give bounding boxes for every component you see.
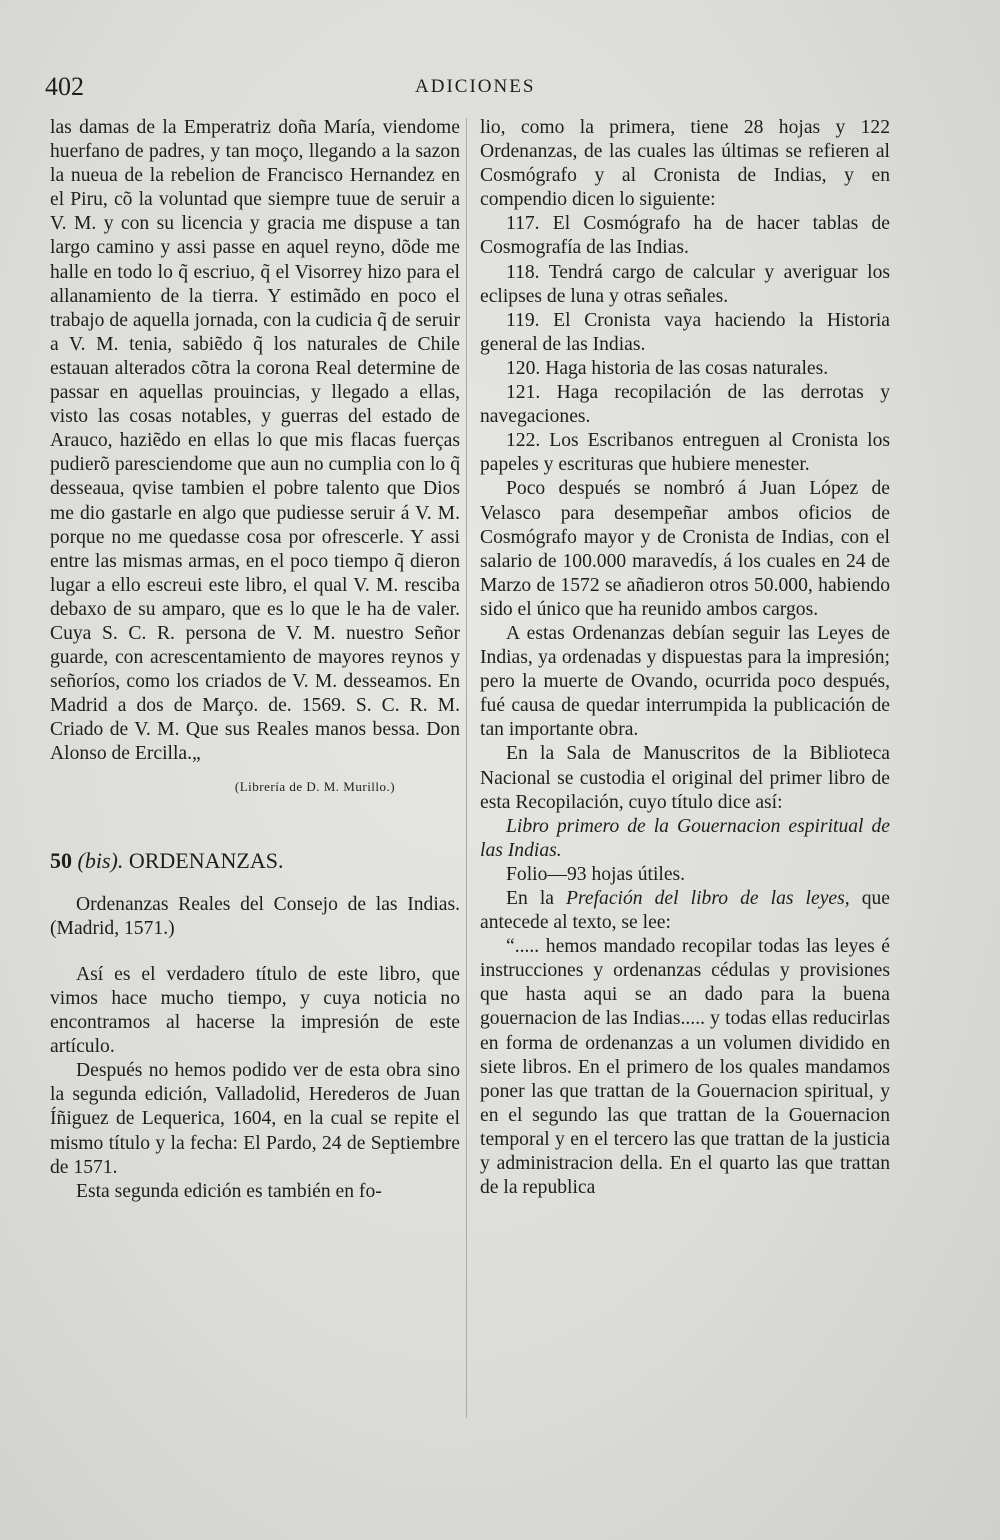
paragraph: Después no hemos podido ver de esta obra sino la segunda edición, Valladolid, Herederos de Juan Íñiguez de Lequerica, 1604, en la cual se repite el mismo título y la fecha: El Pardo, 24 de Septiembre de 1571. [50, 1060, 460, 1178]
page-number: 402 [45, 72, 84, 101]
preface-title: Prefación del libro de las leyes, [566, 888, 850, 909]
paragraph: A estas Ordenanzas debían seguir las Leyes de Indias, ya ordenadas y dispuestas para la impresión; pero la muerte de Ovando, ocurrida poco después, fué causa de quedar interrumpida la publicación de tan importante obra. [480, 622, 890, 741]
paragraph: Así es el verdadero título de este libro, que vimos hace mucho tiempo, y cuya noticia no encontramos al hacerse la impresión de este artículo. [50, 963, 460, 1058]
paragraph: Esta segunda edición es también en fo- [76, 1180, 382, 1202]
paragraph: Folio—93 hojas útiles. [506, 863, 686, 885]
manuscript-title: Libro primero de la Gouernacion espiritual de las Indias. [480, 815, 890, 861]
page-header [45, 72, 945, 108]
running-head: ADICIONES [415, 76, 536, 97]
paragraph: Poco después se nombró á Juan López de Velasco para desempeñar ambos oficios de Cosmógrafo mayor y de Cronista de Indias, con el salario de 100.000 maravedís, á los cuales en 24 de Marzo de 1572 se añadieron otros 50.000, habiendo sido el único que ha reunido ambos cargos. [480, 478, 890, 620]
ordinance-item: 117. El Cosmógrafo ha de hacer tablas de Cosmografía de las Indias. [480, 213, 890, 259]
paragraph: lio, como la primera, tiene 28 hojas y 122 Ordenanzas, de las cuales las últimas se refieren al Cosmógrafo y al Cronista de Indias, y en compendio dicen lo siguiente: [480, 117, 890, 211]
right-column [480, 116, 890, 1416]
left-column [50, 116, 460, 1416]
column-divider [466, 118, 467, 1418]
paragraph: En la Sala de Manuscritos de la Biblioteca Nacional se custodia el original del primer libro de esta Recopilación, cuyo título dice así: [480, 743, 890, 813]
text-run: En la [506, 888, 554, 909]
ordinance-item: 122. Los Escribanos entreguen al Cronista los papeles y escrituras que hubiere menester. [480, 430, 890, 476]
section-number: 50 [50, 847, 72, 873]
ordinance-item: 119. El Cronista vaya haciendo la Historia general de las Indias. [480, 309, 890, 355]
letter-continuation: las damas de la Emperatriz doña María, viendome huerfano de padres, y tan moço, llegando a la sazon la nueua de la rebelion de Francisco Hernandez en el Piru, cõ la voluntad que siempre tuue de seruir a V. M. y con su licencia y gracia me dispuse a tan largo camino y assi passe en aquel reyno, dõde me halle en todo lo q̃ escriuo, q̃ el Visorrey hizo para el allanamiento de la tierra. Y estimãdo en poco el trabajo de aquella jornada, con la cudicia q̃ de seruir a V. M. tenia, sabiẽdo q̃ los naturales de Chile estauan alterados cõtra la corona Real determine de passar en aquellas prouincias, y llegado a ellas, visto las cosas notables, y guerras del estado de Arauco, haziẽdo en ellas lo que mis flacas fuerças pudierõ paresciendome que aun no cumplia con lo q̃ desseaua, qvise tambien el pobre talento que Dios me dio gastarle en algo que pudiesse seruir á V. M. porque no me quedasse cosa por ofrescerle. Y assi entre las mismas armas, en el poco tiempo q̃ dieron lugar a ello escreui este libro, el qual V. M. resciba debaxo de su amparo, que es lo que le ha de valer. Cuya S. C. R. persona de V. M. nuestro Señor guarde, con acrescentamiento de mayores reynos y señoríos, como los criados de V. M. desseamos. En Madrid a dos de Março. de. 1569. S. C. R. M. Criado de V. M. Que sus Reales manos bessa. Don Alonso de Ercilla.„ [50, 117, 460, 765]
ordinance-item: 120. Haga historia de las cosas naturales. [506, 357, 829, 379]
quotation: “..... hemos mandado recopilar todas las leyes é instrucciones y ordenanzas cédulas y provisiones que hasta aqui se an dado para la buena gouernacion de las Indias..... y todas ellas reducirlas en forma de ordenanzas a un volumen dividido en siete libros. En el primero de los quales mandamos poner las que trattan de la Gouernacion spiritual, y en el segundo las que trattan de la Gouernacion temporal y en el tercero las que trattan de la justicia y administracion della. En el quarto las que trattan de la republica [480, 936, 890, 1199]
work-title: Ordenanzas Reales del Consejo de las Indias. (Madrid, 1571.) [50, 893, 460, 939]
source-citation: (Librería de D. M. Murillo.) [234, 778, 396, 794]
section-title: ORDENANZAS. [128, 847, 284, 873]
section-bis: (bis). [77, 847, 124, 873]
text-run: que antecede al texto, se lee: [480, 888, 890, 934]
paragraph [480, 887, 890, 935]
section-heading [50, 849, 460, 873]
ordinance-item: 121. Haga recopilación de las derrotas y navegaciones. [480, 382, 890, 428]
ordinance-item: 118. Tendrá cargo de calcular y averiguar los eclipses de luna y otras señales. [480, 261, 890, 307]
